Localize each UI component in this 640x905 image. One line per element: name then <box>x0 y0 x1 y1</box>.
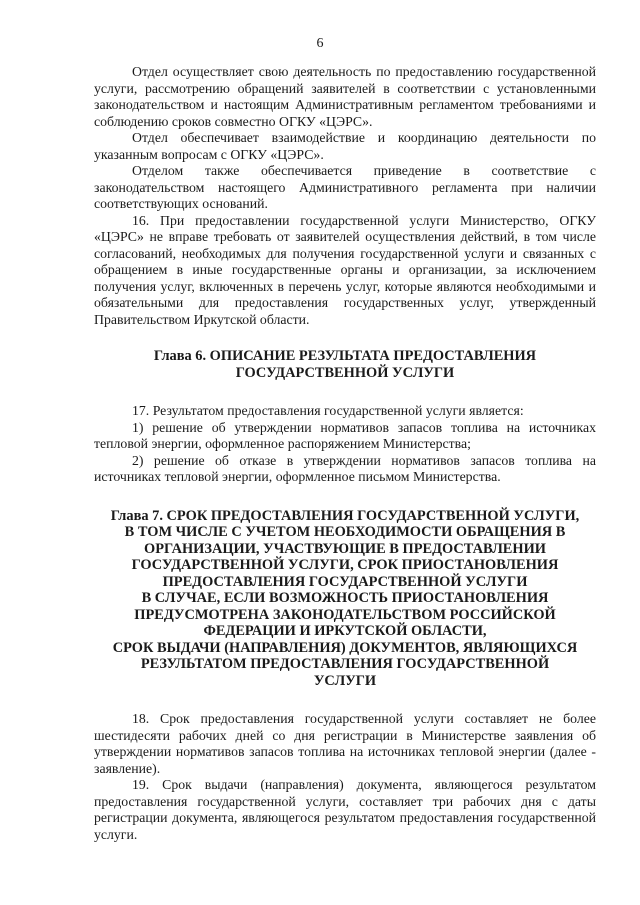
chapter6-heading <box>94 348 596 381</box>
chapter6-heading-line: ГОСУДАРСТВЕННОЙ УСЛУГИ <box>235 364 455 381</box>
chapter7-heading-line: ПРЕДОСТАВЛЕНИЯ ГОСУДАРСТВЕННОЙ УСЛУГИ <box>162 573 528 590</box>
chapter7-heading-line: ГОСУДАРСТВЕННОЙ УСЛУГИ, СРОК ПРИОСТАНОВЛЕНИЯ <box>131 557 559 573</box>
chapter7-heading-line: Глава 7. СРОК ПРЕДОСТАВЛЕНИЯ ГОСУДАРСТВЕННОЙ УСЛУГИ, <box>110 507 580 524</box>
paragraph-17: 17. Результатом предоставления государственной услуги является: <box>132 403 524 418</box>
chapter7-heading-line: РЕЗУЛЬТАТОМ ПРЕДОСТАВЛЕНИЯ ГОСУДАРСТВЕННОЙ <box>140 656 550 672</box>
chapter7-heading-line: ПРЕДУСМОТРЕНА ЗАКОНОДАТЕЛЬСТВОМ РОССИЙСКОЙ <box>134 606 556 623</box>
chapter7-heading-line: В ТОМ ЧИСЛЕ С УЧЕТОМ НЕОБХОДИМОСТИ ОБРАЩЕНИЯ В <box>124 524 566 540</box>
paragraph-19: 19. Срок выдачи (направления) документа, являющегося результатом предоставления государственной услуги, составляет три рабочих дня с даты регистрации документа, являющегося результатом предоставления государственной услуги. <box>94 777 596 842</box>
chapter7-heading-line: УСЛУГИ <box>313 672 377 689</box>
chapter7-heading-line: ОРГАНИЗАЦИИ, УЧАСТВУЮЩИЕ В ПРЕДОСТАВЛЕНИИ <box>144 540 546 557</box>
document-body <box>94 64 596 843</box>
chapter7-heading-line: В СЛУЧАЕ, ЕСЛИ ВОЗМОЖНОСТЬ ПРИОСТАНОВЛЕНИЯ <box>141 590 549 606</box>
paragraph-department-compliance: Отделом также обеспечивается приведение в соответствие с законодательством настоящего Административного регламента при наличии соответствующих оснований. <box>94 163 596 211</box>
paragraph-18: 18. Срок предоставления государственной услуги составляет не более шестидесяти рабочих дней со дня регистрации в Министерстве заявления об утверждении нормативов запасов топлива на источниках тепловой энергии (далее - заявление). <box>94 711 596 776</box>
list-item-result-2: 2) решение об отказе в утверждении нормативов запасов топлива на источниках тепловой энергии, оформленное письмом Министерства. <box>94 452 596 484</box>
page-number: 6 <box>316 36 324 51</box>
chapter7-heading-line: СРОК ВЫДАЧИ (НАПРАВЛЕНИЯ) ДОКУМЕНТОВ, ЯВЛЯЮЩИХСЯ <box>112 639 578 656</box>
chapter6-heading-line: Глава 6. ОПИСАНИЕ РЕЗУЛЬТАТА ПРЕДОСТАВЛЕНИЯ <box>153 348 537 364</box>
paragraph-16: 16. При предоставлении государственной услуги Министерство, ОГКУ «ЦЭРС» не вправе требовать от заявителей осуществления действий, в том числе согласований, необходимых для получения государственной услуги и связанных с обращением в иные государственные органы и организации, за исключением получения услуг, включенных в перечень услуг, которые являются необходимыми и обязательными для предоставления государственных услуг, утвержденный Правительством Иркутской области. <box>94 212 596 327</box>
paragraph-department-coordination: Отдел обеспечивает взаимодействие и координацию деятельности по указанным вопросам с ОГКУ «ЦЭРС». <box>94 130 596 162</box>
chapter7-heading-line: ФЕДЕРАЦИИ И ИРКУТСКОЙ ОБЛАСТИ, <box>203 623 487 639</box>
chapter7-heading <box>94 508 596 690</box>
list-item-result-1: 1) решение об утверждении нормативов запасов топлива на источниках тепловой энергии, оформленное распоряжением Министерства; <box>94 419 596 451</box>
paragraph-department-activity: Отдел осуществляет свою деятельность по предоставлению государственной услуги, рассмотрению обращений заявителей в соответствии с установленными законодательством и настоящим Административным регламентом требованиями и соблюдению сроков совместно ОГКУ «ЦЭРС». <box>94 64 596 129</box>
